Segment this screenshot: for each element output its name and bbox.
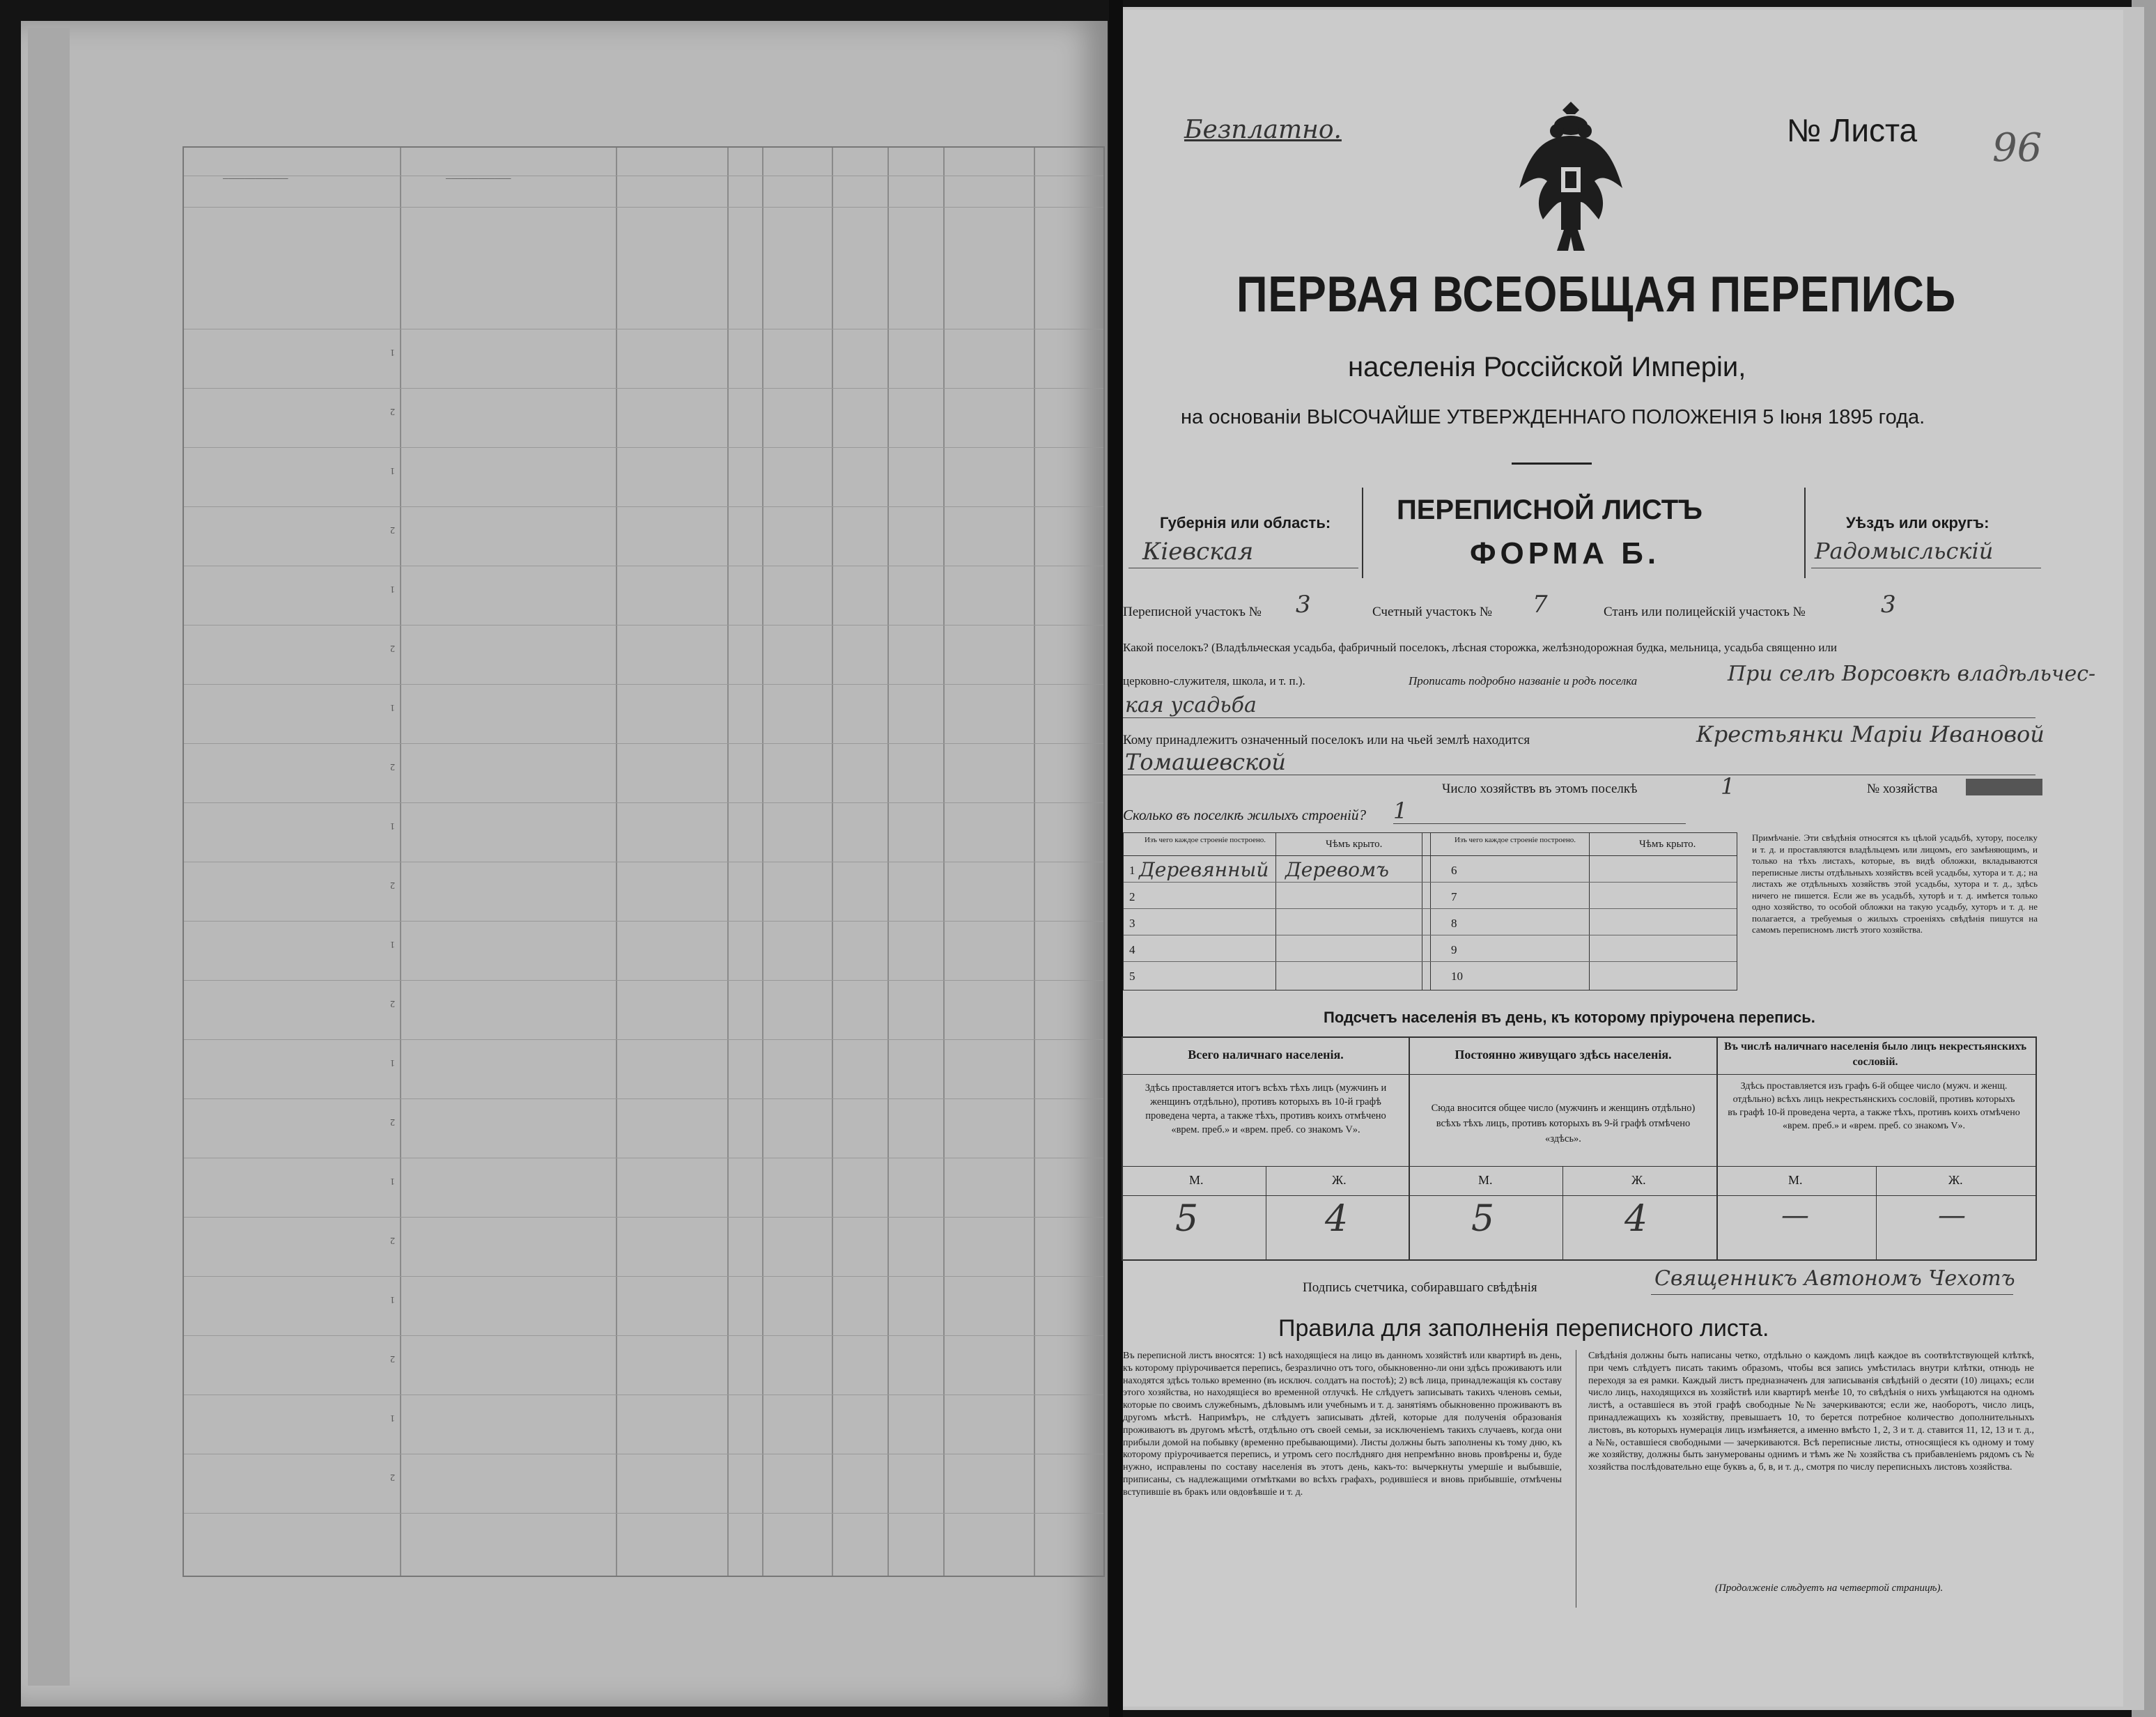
households-value: 1 <box>1721 773 1735 800</box>
population-table <box>1122 1036 2037 1261</box>
buildings-table <box>1123 832 1737 990</box>
owner-value-cont: Томашевской <box>1125 749 1286 775</box>
redacted-household-number <box>1966 779 2042 795</box>
district-value: Радомысльскій <box>1815 538 1994 564</box>
left-grid-row-number: 2 <box>390 1472 395 1482</box>
left-grid-row-number: 2 <box>390 1235 395 1245</box>
settlement-value: При селѣ Ворсовкѣ владѣльчес- <box>1728 662 2096 686</box>
left-grid-row-number: 2 <box>390 406 395 417</box>
settlement-hint: Прописать подробно названіе и родъ поселка <box>1409 674 1638 687</box>
left-grid-row-line <box>184 684 1103 685</box>
district-label: Уѣздъ или округъ: <box>1846 514 1990 531</box>
households-label: Число хозяйствъ въ этомъ поселкѣ <box>1442 782 1638 796</box>
book-spine <box>1109 0 1123 1717</box>
row-number: 7 <box>1451 890 1457 903</box>
census-title: ПЕРВАЯ ВСЕОБЩАЯ ПЕРЕПИСЬ <box>1236 267 1957 323</box>
left-grid-row-line <box>184 1513 1103 1514</box>
row-number: 8 <box>1451 917 1457 930</box>
left-grid-row-line <box>184 1276 1103 1277</box>
permanent-population-title: Постоянно живущаго здѣсь населенія. <box>1455 1048 1672 1062</box>
settlement-line <box>1123 717 2035 718</box>
row-number: 6 <box>1451 864 1457 877</box>
rules-title: Правила для заполненія переписного листа. <box>1278 1315 1769 1342</box>
settlement-question: Какой поселокъ? (Владѣльческая усадьба, фабричный поселокъ, лѣсная сторожка, желѣзнодорожная будка, мельница, усадьба священно или <box>1123 641 1838 654</box>
left-grid-row-number: 2 <box>390 998 395 1009</box>
province-value: Кіевская <box>1142 538 1254 566</box>
title-divider <box>1512 463 1592 465</box>
left-grid-row-line <box>184 802 1103 803</box>
rules-right-column: Свѣдѣнія должны быть написаны четко, отдѣльно о каждомъ лицѣ каждое въ соотвѣтствующей клѣткѣ, при чемъ слѣдуетъ писать такимъ образомъ, чтобы вся запись умѣстилась внутри клѣтки, отнюдь не переходя за ея рамки. Каждый листъ предназначенъ для записыванія свѣдѣній о десяти (10) лицахъ; если число лицъ, находящихся въ хозяйствѣ или квартирѣ менѣе 10, то свѣдѣнія о нихъ умѣщаются на одномъ листѣ, а оставшіеся въ этой графѣ свободные №№ зачеркиваются; если же, наоборотъ, число лицъ, принадлежащихъ къ хозяйству, превышаетъ 10, то берется потребное количество дополнительныхъ листовъ, въ которыхъ нумерація лицъ измѣняется, а именно вмѣсто 1, 2, 3 и т. д. ставится 11, 12, 13 и т. д., а №№, оставшіеся свободными — зачеркиваются. Всѣ переписные листы, относящіеся къ одному и тому же хозяйству, должны быть занумерованы однимъ и тѣмъ же № хозяйства съ прибавленіемъ рядомъ съ № хозяйства послѣдовательно еще буквъ а, б, в, и т. д., смотря по числу переписныхъ листовъ хозяйства. <box>1588 1351 2034 1473</box>
left-grid-row-line <box>184 980 1103 981</box>
left-grid-row-line <box>184 1394 1103 1395</box>
non-peasant-female-value: — <box>1938 1199 1966 1232</box>
police-area-label: Станъ или полицейскій участокъ № <box>1604 605 1806 619</box>
household-number-label: № хозяйства <box>1867 782 1938 796</box>
female-label: Ж. <box>1332 1173 1347 1187</box>
left-grid-row-number: 2 <box>390 761 395 772</box>
sheet-number-label: № Листа <box>1787 112 1918 148</box>
left-grid-row-number: 1 <box>390 821 395 831</box>
total-male-value: 5 <box>1175 1198 1199 1240</box>
province-label: Губернія или область: <box>1160 514 1331 531</box>
male-label: М. <box>1478 1173 1493 1187</box>
owner-label: Кому принадлежитъ означенный поселокъ или на чьей землѣ находится <box>1123 733 1530 747</box>
total-population-text: Здѣсь проставляется итогъ всѣхъ тѣхъ лицъ (мужчинъ и женщинъ отдѣльно), противъ которыхъ въ 10-й графѣ проведена черта, а также тѣхъ, противъ коихъ отмѣчено «врем. преб.» и «врем. преб. со знакомъ V». <box>1145 1082 1387 1135</box>
left-grid-row-number: 1 <box>390 939 395 949</box>
building-1-roof: Деревомъ <box>1285 858 1389 881</box>
building-1-material: Деревянный <box>1139 858 1269 881</box>
buildings-line <box>1393 823 1686 824</box>
signature-line <box>1651 1294 2013 1295</box>
row-number: 5 <box>1129 970 1135 983</box>
permanent-population-text: Сюда вносится общее число (мужчинъ и женщинъ отдѣльно) всѣхъ тѣхъ лицъ, противъ которыхъ въ 9-й графѣ отмѣчено «здѣсь». <box>1431 1103 1696 1144</box>
population-heading: Подсчетъ населенія въ день, къ которому пріурочена перепись. <box>1324 1009 1815 1026</box>
non-peasant-male-value: — <box>1781 1199 1809 1232</box>
buildings-label: Сколько въ поселкѣ жилыхъ строеній? <box>1123 807 1366 823</box>
permanent-male-value: 5 <box>1471 1198 1495 1240</box>
sheet-number-value: 96 <box>1992 125 2042 171</box>
form-header-divider <box>1362 488 1363 578</box>
owner-value: Крестьянки Маріи Ивановой <box>1696 721 2045 747</box>
buildings-value: 1 <box>1393 798 1408 824</box>
left-page-header-text: ──────────── <box>223 174 288 182</box>
row-number: 3 <box>1129 917 1135 930</box>
total-population-title: Всего наличнаго населенія. <box>1188 1048 1344 1062</box>
rules-left-column: Въ переписной листъ вносятся: 1) всѣ находящіеся на лицо въ данномъ хозяйствѣ или квартирѣ въ день, къ которому пріурочивается перепись, безразлично отъ того, обыкновенно-ли они здѣсь проживаютъ или находятся здѣсь только временно (въ исключ. солдатъ на постоѣ); 2) всѣ лица, принадлежащія къ составу этого хозяйства, но находящіеся во временной отлучкѣ. Не слѣдуетъ записывать такихъ членовъ семьи, которые по своимъ служебнымъ, дѣловымъ или учебнымъ и т. д. занятіямъ обыкновенно проживаютъ въ другомъ мѣстѣ. Напримѣръ, не слѣдуетъ записывать дѣтей, которые для полученія образованія проживаютъ въ другомъ мѣстѣ, отдѣльно отъ своей семьи, за исключеніемъ такихъ случаевъ, когда они прибыли домой на побывку (временно пребывающими). Листы должны быть заполнены къ тому дню, къ которому пріурочивается перепись, и утромъ сего послѣдняго дня непремѣнно вновь провѣрены и, буде нужно, исправлены по составу населенія въ этотъ день, какъ-то: вычеркнуты умершіе и выбывшіе, приписаны, съ надлежащими отмѣтками во всѣхъ графахъ, родившіеся и вновь прибывшіе, отмѣчены вступившіе въ бракъ или овдовѣвшіе и т. д. <box>1123 1351 1562 1498</box>
left-grid-row-number: 2 <box>390 643 395 653</box>
census-subtitle: населенія Россійской Имперіи, <box>1348 352 1746 382</box>
left-grid-row-line <box>184 1335 1103 1336</box>
left-grid-row-line <box>184 1039 1103 1040</box>
left-grid-row-number: 2 <box>390 1353 395 1364</box>
row-number: 2 <box>1129 890 1135 903</box>
form-b-label: ФОРМА Б. <box>1470 536 1661 570</box>
count-area-label: Счетный участокъ № <box>1372 605 1492 619</box>
settlement-value-cont: кая усадьба <box>1125 693 1257 717</box>
left-grid-row-number: 1 <box>390 702 395 713</box>
row-number: 10 <box>1451 970 1463 983</box>
rules-continued-note: (Продолженіе слѣдуетъ на четвертой страницѣ). <box>1715 1583 1944 1594</box>
left-grid-row-line <box>184 921 1103 922</box>
buildings-col-roof: Чѣмъ крыто. <box>1326 839 1383 850</box>
left-grid-row-number: 1 <box>390 1057 395 1068</box>
total-female-value: 4 <box>1325 1198 1349 1240</box>
left-grid-row-number: 1 <box>390 347 395 357</box>
non-peasant-population-text: Здѣсь проставляется изъ графъ 6-й общее число (мужч. и женщ. отдѣльно) всѣхъ лицъ некрестьянскихъ сословій, противъ которыхъ въ графѣ 10-й проведена черта, а также тѣхъ, противъ коихъ отмѣчено «врем. преб.» и «врем. преб. со знакомъ V». <box>1728 1081 2020 1131</box>
left-page-header-text: ──────────── <box>446 174 511 182</box>
form-header-divider <box>1804 488 1806 578</box>
left-grid-row-line <box>184 388 1103 389</box>
row-number: 1 <box>1129 864 1135 877</box>
buildings-note: Примѣчаніе. Эти свѣдѣнія относятся къ цѣлой усадьбѣ, хутору, поселку и т. д. и проставляются владѣльцемъ или лицомъ, его замѣняющимъ, и только на тѣхъ листахъ, которые, въ видѣ обложки, вкладываются переписные листы отдѣльныхъ хозяйствъ всей усадьбы, хутора и т. д.; на листахъ же отдѣльныхъ хозяйствъ этой усадьбы, хутора и т. д., здѣсь ничего не пишется. Если же въ усадьбѣ, хуторѣ и т. д. имѣется только одно хозяйство, то особой обложки на такую усадьбу, хуторъ и т. д. не полагается, а требуемыя о жилыхъ строеніяхъ свѣдѣнія пишутся на самомъ переписномъ листѣ этого хозяйства. <box>1752 832 2038 935</box>
female-label: Ж. <box>1631 1173 1646 1187</box>
free-label: Безплатно. <box>1184 116 1342 144</box>
left-grid-row-number: 1 <box>390 1176 395 1186</box>
non-peasant-population-title: Въ числѣ наличнаго населенія было лицъ некрестьянскихъ сословій. <box>1723 1041 2027 1068</box>
row-number: 4 <box>1129 943 1135 956</box>
left-grid-row-number: 1 <box>390 465 395 476</box>
left-grid-row-line <box>184 1217 1103 1218</box>
left-grid-row-line <box>184 743 1103 744</box>
male-label: М. <box>1788 1173 1803 1187</box>
imperial-eagle-emblem <box>1515 98 1627 265</box>
left-grid-row-number: 1 <box>390 1413 395 1423</box>
left-grid-row-number: 2 <box>390 880 395 890</box>
left-grid-row-line <box>184 1098 1103 1099</box>
left-grid-row-number: 1 <box>390 584 395 594</box>
left-page-edge <box>28 28 70 1686</box>
buildings-col-material: Изъ чего каждое строеніе построено. <box>1454 836 1576 844</box>
census-area-value: 3 <box>1296 591 1311 619</box>
buildings-col-material: Изъ чего каждое строеніе построено. <box>1144 836 1266 844</box>
police-area-value: 3 <box>1881 591 1896 619</box>
left-grid-row-line <box>184 447 1103 448</box>
row-number: 9 <box>1451 943 1457 956</box>
female-label: Ж. <box>1948 1173 1963 1187</box>
left-page-grid <box>183 146 1105 1577</box>
permanent-female-value: 4 <box>1624 1198 1648 1240</box>
census-basis: на основаніи ВЫСОЧАЙШЕ УТВЕРЖДЕННАГО ПОЛОЖЕНІЯ 5 Іюня 1895 года. <box>1181 406 1925 428</box>
male-label: М. <box>1189 1173 1204 1187</box>
left-grid-row-number: 2 <box>390 525 395 535</box>
enumerator-signature: Священникъ Автономъ Чехотъ <box>1654 1266 2015 1291</box>
left-grid-row-line <box>184 625 1103 626</box>
left-grid-row-number: 2 <box>390 1117 395 1127</box>
census-area-label: Переписной участокъ № <box>1123 605 1262 619</box>
enumerator-signature-label: Подпись счетчика, собиравшаго свѣдѣнія <box>1303 1280 1537 1295</box>
left-grid-row-number: 1 <box>390 1294 395 1305</box>
settlement-question-cont: церковно-служителя, школа, и т. п.). <box>1123 674 1305 687</box>
left-grid-row-line <box>184 506 1103 507</box>
buildings-col-roof: Чѣмъ крыто. <box>1639 839 1696 850</box>
sheet-type-title: ПЕРЕПИСНОЙ ЛИСТЪ <box>1397 495 1703 525</box>
count-area-value: 7 <box>1533 591 1548 619</box>
